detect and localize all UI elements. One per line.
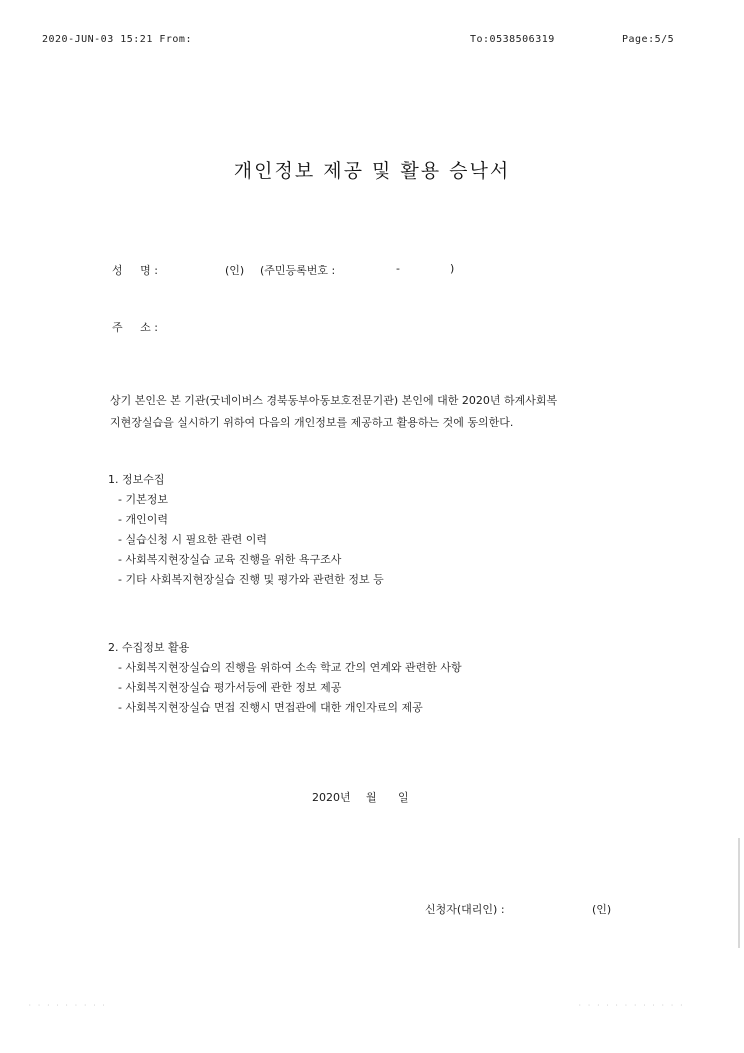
signature-seal: (인) (592, 903, 612, 916)
section-1-heading: 1. 정보수집 (108, 473, 165, 486)
list-item: - 사회복지현장실습의 진행을 위하여 소속 학교 간의 연계와 관련한 사항 (118, 661, 462, 674)
resident-number-close: ) (450, 262, 455, 275)
name-label: 성 명 : (112, 264, 158, 277)
fax-datetime: 2020-JUN-03 15:21 From: (42, 34, 192, 45)
date-day: 일 (398, 791, 409, 804)
resident-number-dash: - (396, 262, 400, 275)
list-item: - 사회복지현장실습 교육 진행을 위한 욕구조사 (118, 553, 342, 566)
fax-page-number: Page:5/5 (622, 34, 675, 45)
resident-number-label: (주민등록번호 : (260, 264, 336, 277)
list-item: - 실습신청 시 필요한 관련 이력 (118, 533, 267, 546)
fax-recipient: To:0538506319 (470, 34, 555, 45)
consent-paragraph-line-2: 지현장실습을 실시하기 위하여 다음의 개인정보를 제공하고 활용하는 것에 동의한다. (110, 416, 514, 429)
document-title: 개인정보 제공 및 활용 승낙서 (233, 160, 511, 182)
name-seal: (인) (225, 264, 245, 277)
scan-noise-left: · · · · · · · · · (28, 1002, 107, 1009)
section-2-heading: 2. 수집정보 활용 (108, 641, 190, 654)
list-item: - 기본정보 (118, 493, 168, 506)
date-month: 월 (366, 791, 377, 804)
date-year: 2020년 (312, 791, 351, 804)
signature-label: 신청자(대리인) : (425, 903, 505, 916)
list-item: - 개인이력 (118, 513, 168, 526)
scan-edge-mark (738, 838, 740, 948)
address-label: 주 소 : (112, 321, 158, 334)
list-item: - 기타 사회복지현장실습 진행 및 평가와 관련한 정보 등 (118, 573, 384, 586)
consent-paragraph-line-1: 상기 본인은 본 기관(굿네이버스 경북동부아동보호전문기관) 본인에 대한 2020년 하계사회복 (110, 394, 558, 407)
list-item: - 사회복지현장실습 면접 진행시 면접관에 대한 개인자료의 제공 (118, 701, 423, 714)
scan-noise-right: · · · · · · · · · · · · (578, 1002, 685, 1009)
list-item: - 사회복지현장실습 평가서등에 관한 정보 제공 (118, 681, 342, 694)
